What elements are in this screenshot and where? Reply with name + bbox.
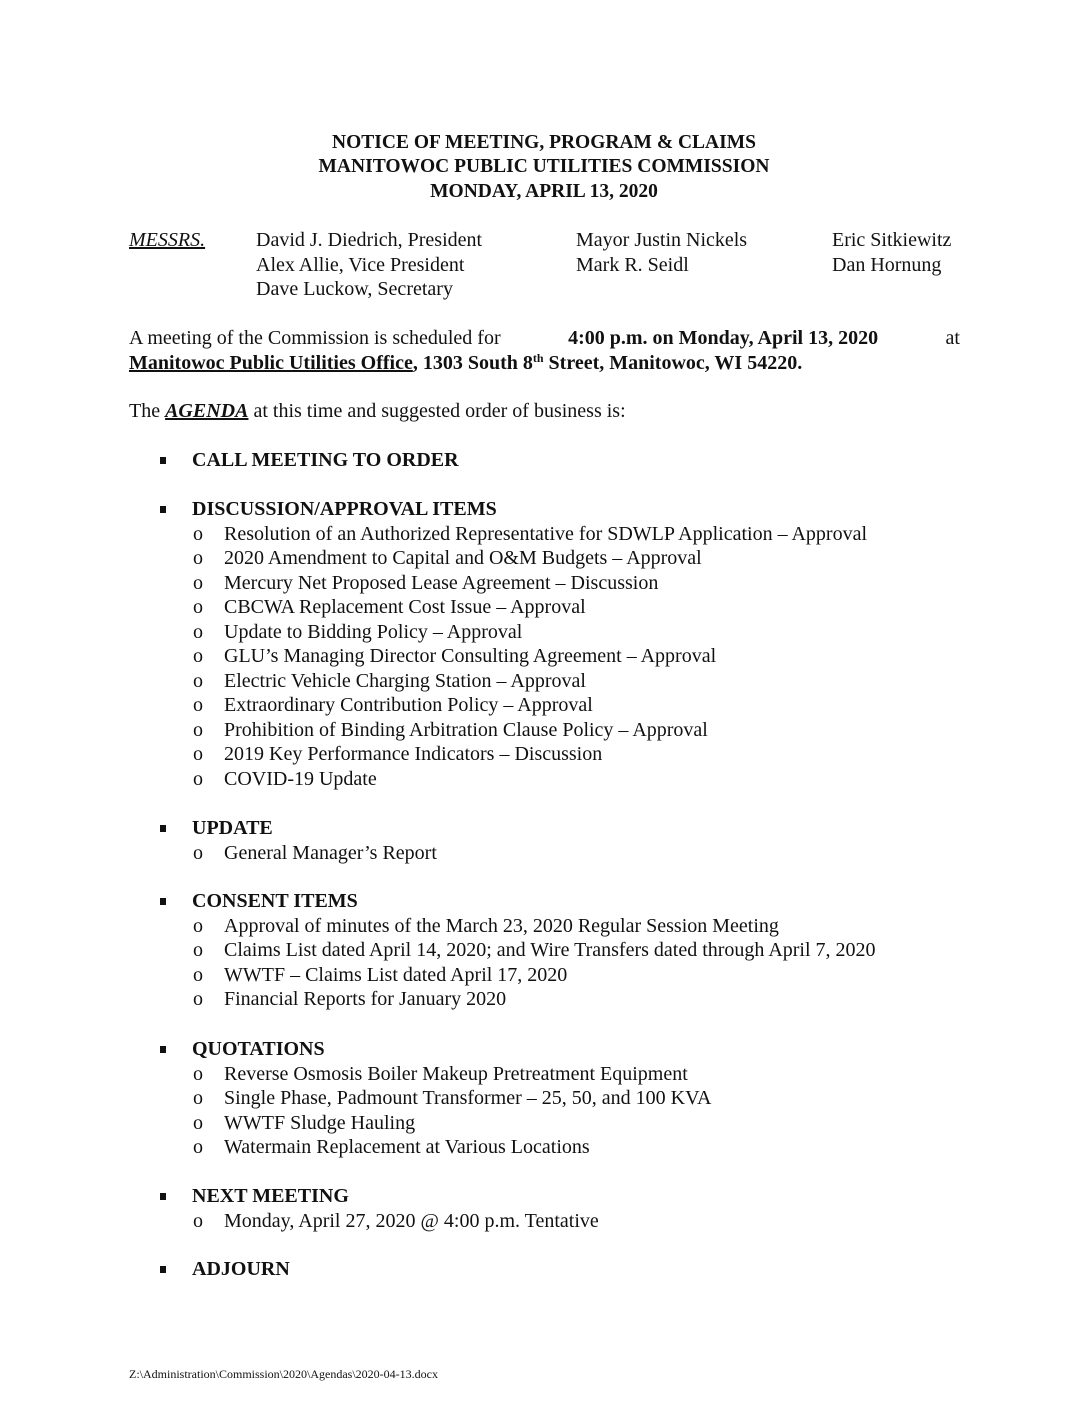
list-item-text: Monday, April 27, 2020 @ 4:00 p.m. Tentative	[224, 1209, 599, 1232]
section-title: CONSENT ITEMS	[192, 890, 358, 912]
list-item	[0, 938, 1088, 963]
list-item	[0, 767, 1088, 792]
agenda-section-update	[0, 816, 1088, 865]
member: Eric Sitkiewitz	[832, 229, 952, 251]
circle-bullet-icon: o	[193, 1087, 203, 1109]
agenda-section-consent-items	[0, 889, 1088, 1012]
agenda-intro	[129, 399, 960, 424]
agenda-section-adjourn	[0, 1257, 1088, 1282]
list-item	[0, 522, 1088, 547]
list-item-text: Mercury Net Proposed Lease Agreement – Discussion	[224, 571, 659, 594]
list-item	[0, 1135, 1088, 1160]
title-date: MONDAY, APRIL 13, 2020	[430, 181, 658, 202]
list-item-text: GLU’s Managing Director Consulting Agreement – Approval	[224, 645, 717, 667]
section-title: NEXT MEETING	[192, 1185, 349, 1207]
meeting-location: Manitowoc Public Utilities Office	[129, 352, 413, 374]
circle-bullet-icon: o	[193, 694, 203, 716]
list-item	[0, 644, 1088, 669]
member: Mark R. Seidl	[576, 253, 689, 276]
square-bullet-icon	[160, 1266, 166, 1273]
list-item-text: Financial Reports for January 2020	[224, 988, 507, 1010]
notice-at: at	[945, 327, 960, 349]
agenda-section-quotations	[0, 1037, 1088, 1160]
list-item-text: 2019 Key Performance Indicators – Discussion	[224, 743, 603, 765]
list-item	[0, 669, 1088, 694]
list-item	[0, 914, 1088, 939]
circle-bullet-icon: o	[193, 939, 203, 961]
circle-bullet-icon: o	[193, 1136, 203, 1158]
list-item	[0, 620, 1088, 645]
members-column-2	[576, 228, 747, 277]
list-item-text: Extraordinary Contribution Policy – Approval	[224, 694, 593, 716]
list-item-text: Watermain Replacement at Various Locations	[224, 1136, 590, 1158]
agenda-intro-text: The	[129, 400, 166, 422]
circle-bullet-icon: o	[193, 571, 203, 594]
list-item	[0, 546, 1088, 571]
address-part: Street, Manitowoc, WI 54220.	[543, 352, 803, 374]
member: Alex Allie, Vice President	[256, 253, 465, 276]
circle-bullet-icon: o	[193, 1209, 203, 1232]
square-bullet-icon	[160, 457, 166, 464]
section-title: CALL MEETING TO ORDER	[192, 449, 459, 471]
circle-bullet-icon: o	[193, 596, 203, 618]
list-item-text: Claims List dated April 14, 2020; and Wire Transfers dated through April 7, 2020	[224, 939, 876, 961]
notice-intro: A meeting of the Commission is scheduled for	[129, 327, 501, 349]
list-item-text: 2020 Amendment to Capital and O&M Budgets – Approval	[224, 547, 702, 569]
address-superscript: th	[532, 351, 544, 365]
list-item-text: COVID-19 Update	[224, 767, 377, 790]
section-title: UPDATE	[192, 817, 273, 839]
agenda-word: AGENDA	[165, 400, 249, 422]
circle-bullet-icon: o	[193, 743, 203, 765]
members-column-1	[256, 228, 482, 302]
circle-bullet-icon: o	[193, 522, 203, 545]
meeting-time-date: 4:00 p.m. on Monday, April 13, 2020	[568, 327, 879, 349]
agenda-section-next-meeting	[0, 1184, 1088, 1233]
square-bullet-icon	[160, 825, 166, 832]
meeting-notice-paragraph	[129, 326, 960, 376]
footer-file-path: Z:\Administration\Commission\2020\Agendas\2020-04-13.docx	[129, 1367, 438, 1381]
circle-bullet-icon: o	[193, 718, 203, 741]
circle-bullet-icon: o	[193, 1062, 203, 1085]
circle-bullet-icon: o	[193, 963, 203, 986]
list-item-text: Single Phase, Padmount Transformer – 25, 50, and 100 KVA	[224, 1087, 712, 1109]
circle-bullet-icon: o	[193, 767, 203, 790]
square-bullet-icon	[160, 506, 166, 513]
section-title: QUOTATIONS	[192, 1038, 325, 1060]
agenda-section-discussion-approval	[0, 497, 1088, 791]
list-item	[0, 841, 1088, 866]
list-item-text: Reverse Osmosis Boiler Makeup Pretreatment Equipment	[224, 1062, 688, 1085]
circle-bullet-icon: o	[193, 841, 203, 864]
section-title: ADJOURN	[192, 1258, 290, 1280]
list-item-text: CBCWA Replacement Cost Issue – Approval	[224, 596, 586, 618]
members-column-3	[832, 228, 951, 277]
section-title: DISCUSSION/APPROVAL ITEMS	[192, 498, 497, 520]
square-bullet-icon	[160, 1046, 166, 1053]
member: Dan Hornung	[832, 253, 942, 276]
circle-bullet-icon: o	[193, 547, 203, 569]
circle-bullet-icon: o	[193, 669, 203, 692]
list-item-text: Update to Bidding Policy – Approval	[224, 620, 523, 643]
list-item	[0, 1086, 1088, 1111]
circle-bullet-icon: o	[193, 620, 203, 643]
title-line-1: NOTICE OF MEETING, PROGRAM & CLAIMS	[332, 132, 756, 153]
agenda-section-call-to-order	[0, 448, 1088, 473]
circle-bullet-icon: o	[193, 645, 203, 667]
list-item	[0, 963, 1088, 988]
list-item	[0, 1062, 1088, 1087]
messrs-label: MESSRS.	[129, 229, 206, 251]
circle-bullet-icon: o	[193, 1111, 203, 1134]
list-item	[0, 718, 1088, 743]
list-item-text: General Manager’s Report	[224, 841, 437, 864]
title-line-2: MANITOWOC PUBLIC UTILITIES COMMISSION	[318, 156, 770, 177]
agenda-intro-text: at this time and suggested order of business is:	[248, 400, 626, 422]
square-bullet-icon	[160, 1193, 166, 1200]
square-bullet-icon	[160, 898, 166, 905]
list-item-text: Approval of minutes of the March 23, 2020 Regular Session Meeting	[224, 914, 779, 937]
list-item	[0, 571, 1088, 596]
list-item-text: Electric Vehicle Charging Station – Approval	[224, 669, 586, 692]
list-item	[0, 595, 1088, 620]
member: Mayor Justin Nickels	[576, 229, 748, 251]
list-item-text: Resolution of an Authorized Representative for SDWLP Application – Approval	[224, 522, 868, 545]
list-item	[0, 987, 1088, 1012]
address-part: , 1303 South 8	[412, 352, 533, 374]
member: Dave Luckow, Secretary	[256, 278, 453, 300]
list-item	[0, 1209, 1088, 1234]
member: David J. Diedrich, President	[256, 229, 483, 251]
list-item	[0, 742, 1088, 767]
list-item-text: WWTF Sludge Hauling	[224, 1111, 416, 1134]
circle-bullet-icon: o	[193, 988, 203, 1010]
list-item-text: Prohibition of Binding Arbitration Clause Policy – Approval	[224, 718, 708, 741]
list-item	[0, 1111, 1088, 1136]
circle-bullet-icon: o	[193, 914, 203, 937]
list-item-text: WWTF – Claims List dated April 17, 2020	[224, 963, 568, 986]
list-item	[0, 693, 1088, 718]
